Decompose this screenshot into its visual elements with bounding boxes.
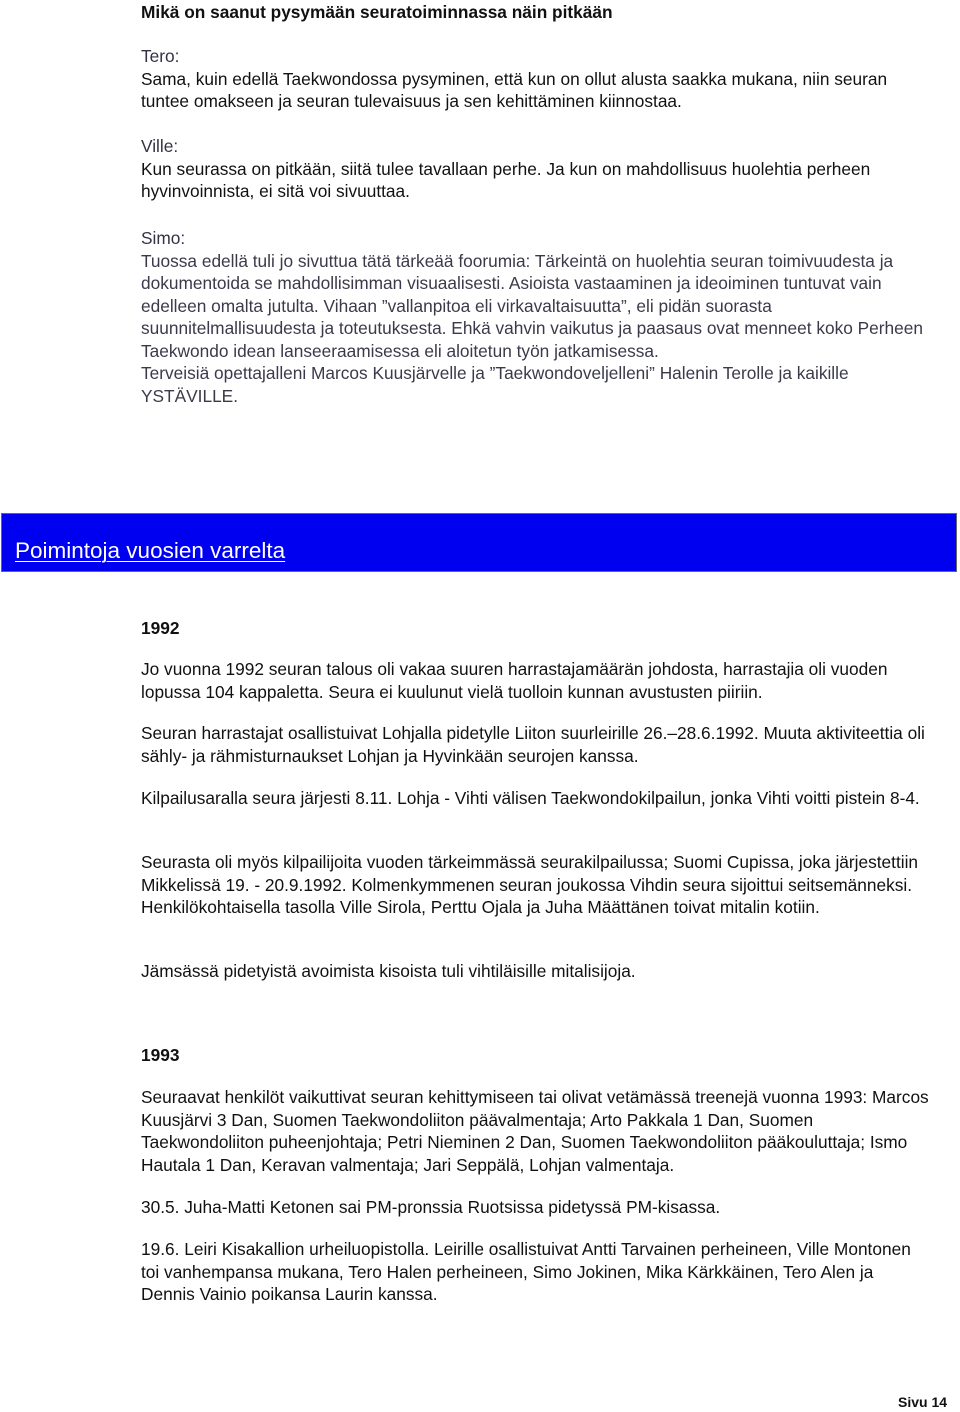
paragraph-text: Seurasta oli myös kilpailijoita vuoden tärkeimmässä seurakilpailussa; Suomi Cupissa, joka järjestettiin Mikkelissä 19. - 20.9.1992. Kolmenkymmenen seuran joukossa Vihdin seura sijoittui seitsemänneksi. Henkilökohtaisella tasolla Ville Sirola, Perttu Ojala ja Juha Määttänen toivat mitalin kotiin. (141, 852, 919, 917)
answer-simo (141, 227, 941, 407)
answer-tero (141, 45, 960, 113)
paragraph (141, 658, 931, 703)
paragraph (141, 787, 931, 810)
paragraph-text: Jämsässä pidetyistä avoimista kisoista tuli vihtiläisille mitalisijoja. (141, 961, 636, 981)
speaker-label: Simo: (141, 228, 186, 248)
section-banner (1, 513, 957, 572)
interview-question-heading: Mikä on saanut pysymään seuratoiminnassa näin pitkään (141, 2, 613, 22)
answer-text-greetings: Terveisiä opettajalleni Marcos Kuusjärvelle ja ”Taekwondoveljelleni” Halenin Terolle ja kaikille YSTÄVILLE. (141, 363, 849, 406)
paragraph-text: Seuran harrastajat osallistuivat Lohjalla pidetylle Liiton suurleirille 26.–28.6.1992. Muuta aktiviteettia oli sähly- ja rähmisturnaukset Lohjan ja Hyvinkään seurojen kanssa. (141, 723, 925, 766)
answer-ville (141, 135, 960, 203)
banner-title: Poimintoja vuosien varrelta (15, 538, 286, 563)
paragraph (141, 851, 941, 919)
paragraph-text: 30.5. Juha-Matti Ketonen sai PM-pronssia Ruotsissa pidetyssä PM-kisassa. (141, 1197, 721, 1217)
paragraph-text: Jo vuonna 1992 seuran talous oli vakaa suuren harrastajamäärän johdosta, harrastajia oli vuoden lopussa 104 kappaletta. Seura ei kuulunut vielä tuolloin kunnan avustusten piiriin. (141, 659, 888, 702)
answer-text: Sama, kuin edellä Taekwondossa pysyminen, että kun on ollut alusta saakka mukana, niin seuran tuntee omakseen ja seuran tulevaisuus ja sen kehittäminen kiinnostaa. (141, 68, 888, 111)
answer-text: Tuossa edellä tuli jo sivuttua tätä tärkeää foorumia: Tärkeintä on huolehtia seuran toimivuudesta ja dokumentoida se mahdollisimman visuaalisesti. Asioista vastaaminen ja ideoiminen tuntuvat vain edelleen omalta jutulta. Vihaan ”vallanpitoa eli virkavaltaisuutta”, eli pidän suorasta suunnitelmallisuudesta ja toteutuksesta. Ehkä vahvin vaikutus ja paasaus ovat menneet koko Perheen Taekwondo idean lanseeraamisessa eli aloitetun työn jatkamisessa. (141, 250, 923, 361)
paragraph-text: 19.6. Leiri Kisakallion urheiluopistolla. Leirille osallistuivat Antti Tarvainen perheineen, Ville Montonen toi vanhempansa mukana, Tero Halen perheineen, Simo Jokinen, Mika Kärkkäinen, Tero Alen ja Dennis Vainio poikansa Laurin kanssa. (141, 1239, 911, 1304)
paragraph-text: Kilpailusaralla seura järjesti 8.11. Lohja - Vihti välisen Taekwondokilpailun, jonka Vihti voitti pistein 8-4. (141, 788, 920, 808)
paragraph (141, 1086, 931, 1176)
speaker-label: Ville: (141, 136, 179, 156)
page-number: Sivu 14 (898, 1394, 948, 1410)
paragraph (141, 1238, 921, 1306)
paragraph (141, 722, 931, 767)
speaker-label: Tero: (141, 46, 180, 66)
paragraph-text: Seuraavat henkilöt vaikuttivat seuran kehittymiseen tai olivat vetämässä treenejä vuonna 1993: Marcos Kuusjärvi 3 Dan, Suomen Taekwondoliiton päävalmentaja; Arto Pakkala 1 Dan, Suomen Taekwondoliiton puheenjohtaja; Petri Nieminen 2 Dan, Suomen Taekwondoliiton pääkouluttaja; Ismo Hautala 1 Dan, Keravan valmentaja; Jari Seppälä, Lohjan valmentaja. (141, 1087, 929, 1175)
answer-text: Kun seurassa on pitkään, siitä tulee tavallaan perhe. Ja kun on mahdollisuus huolehtia perheen hyvinvoinnista, ei sitä voi sivuuttaa. (141, 158, 871, 201)
paragraph (141, 1196, 931, 1219)
paragraph (141, 960, 931, 983)
year-heading-1992: 1992 (141, 618, 180, 638)
year-heading-1993: 1993 (141, 1045, 180, 1065)
